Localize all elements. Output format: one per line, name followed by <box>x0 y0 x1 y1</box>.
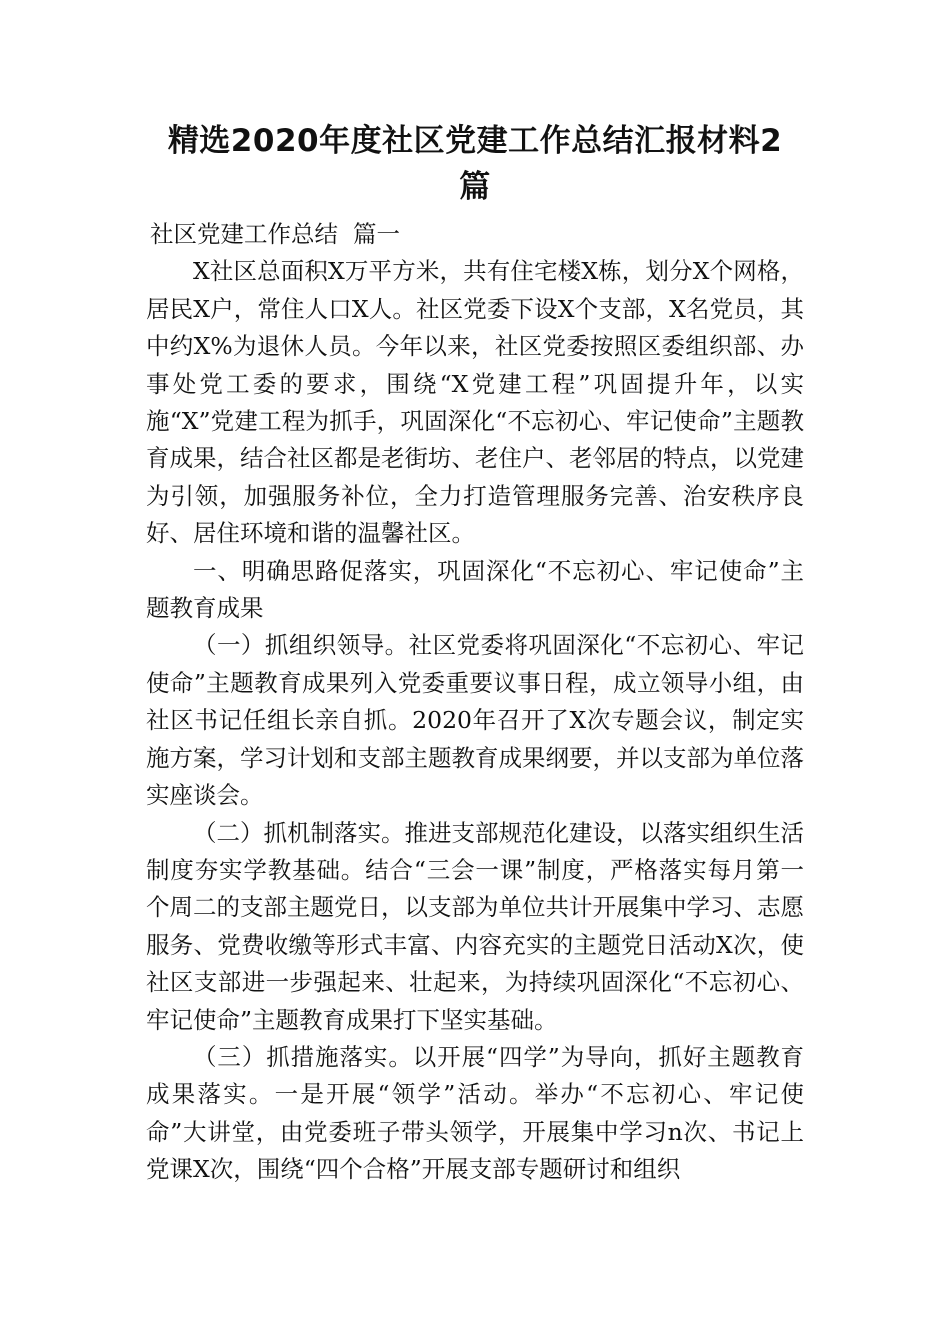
section-heading: 社区党建工作总结 篇一 <box>150 220 400 248</box>
document-body <box>146 216 804 1189</box>
title-line-1: 精选2020年度社区党建工作总结汇报材料2 <box>167 123 783 159</box>
paragraph-intro: X社区总面积X万平方米，共有住宅楼X栋，划分X个网格，居民X户，常住人口X人。社区党委下设X个支部，X名党员，其中约X%为退休人员。今年以来，社区党委按照区委组织部、办事处党工委的要求，围绕“X党建工程”巩固提升年，以实施“X”党建工程为抓手，巩固深化“不忘初心、牢记使命”主题教育成果，结合社区都是老街坊、老住户、老邻居的特点，以党建为引领，加强服务补位，全力打造管理服务完善、治安秩序良好、居住环境和谐的温馨社区。 <box>146 257 804 548</box>
document-title <box>146 118 804 210</box>
paragraph-organization: （一）抓组织领导。社区党委将巩固深化“不忘初心、牢记使命”主题教育成果列入党委重要议事日程，成立领导小组，由社区书记任组长亲自抓。2020年召开了X次专题会议，制定实施方案，学习计划和支部主题教育成果纲要，并以支部为单位落实座谈会。 <box>146 631 804 810</box>
paragraph-measures: （三）抓措施落实。以开展“四学”为导向，抓好主题教育成果落实。一是开展“领学”活动。举办“不忘初心、牢记使命”大讲堂，由党委班子带头领学，开展集中学习n次、书记上党课X次，围绕“四个合格”开展支部专题研讨和组织 <box>146 1042 804 1184</box>
paragraph-mechanism: （二）抓机制落实。推进支部规范化建设，以落实组织生活制度夯实学教基础。结合“三会一课”制度，严格落实每月第一个周二的支部主题党日，以支部为单位共计开展集中学习、志愿服务、党费收缴等形式丰富、内容充实的主题党日活动X次，使社区支部进一步强起来、壮起来，为持续巩固深化“不忘初心、牢记使命”主题教育成果打下坚实基础。 <box>146 818 804 1034</box>
paragraph-heading-one: 一、明确思路促落实，巩固深化“不忘初心、牢记使命”主题教育成果 <box>146 556 804 623</box>
title-line-2: 篇 <box>459 169 491 205</box>
